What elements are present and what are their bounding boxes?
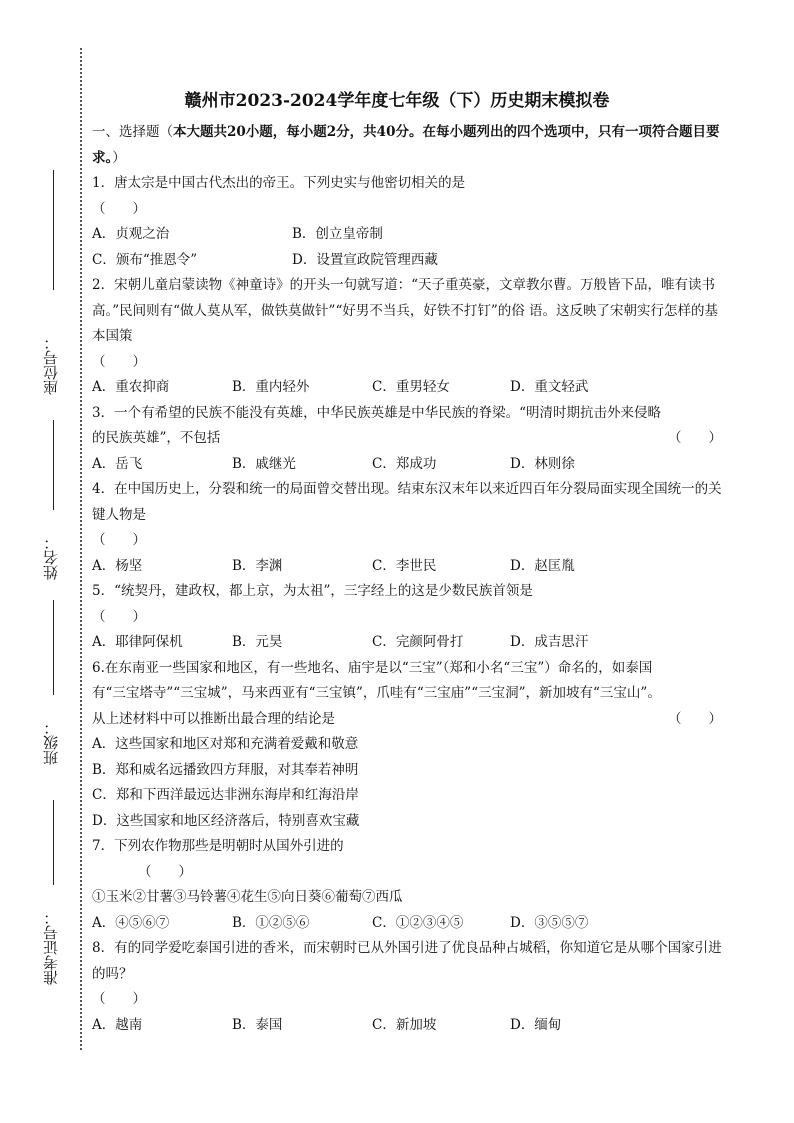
options-row: [92, 222, 722, 248]
option-d[interactable]: D．设置宣政院管理西藏: [292, 251, 438, 268]
options-row: [92, 630, 722, 656]
option-a[interactable]: A．贞观之治: [92, 226, 170, 242]
answer-paren[interactable]: （ ）: [668, 430, 722, 446]
class-label: 班级：: [42, 720, 60, 765]
section-heading: [92, 120, 722, 171]
answer-paren[interactable]: （ ）: [92, 353, 146, 370]
question-stem: 5．“统契丹，建政权，都上京，为太祖”，三字经上的这是少数民族首领是: [92, 583, 533, 599]
option-b[interactable]: B．郑和威名远播致四方拜服，对其奉若神明: [92, 761, 359, 778]
option-c[interactable]: C．颁布“推恩令”: [92, 251, 198, 268]
option-b[interactable]: B．①②⑤⑥: [232, 914, 310, 931]
section-prefix: 一、选择题（: [92, 124, 173, 140]
option-b[interactable]: B．重内轻外: [232, 379, 310, 395]
options-row: [92, 248, 722, 274]
section-suffix: ）: [112, 149, 126, 166]
question-4: [92, 477, 722, 579]
question-6: [92, 656, 722, 835]
exam-id-label: 准考证号：: [42, 910, 60, 985]
exam-id-blank[interactable]: [53, 800, 54, 885]
options-row: [92, 911, 722, 937]
question-2: [92, 273, 722, 401]
option-c[interactable]: C．郑和下西洋最远达非洲东海岸和红海沿岸: [92, 787, 359, 803]
exam-content: [92, 120, 722, 1038]
exam-title: 赣州市2023-2024学年度七年级（下）历史期末模拟卷: [184, 91, 610, 111]
answer-paren[interactable]: （ ）: [92, 532, 146, 548]
seat-number-blank[interactable]: [53, 170, 54, 290]
option-a[interactable]: A．④⑤⑥⑦: [92, 914, 170, 931]
answer-paren[interactable]: （ ）: [92, 200, 146, 217]
name-label: 姓名：: [42, 535, 60, 580]
question-8: [92, 936, 722, 1038]
option-d[interactable]: D．成吉思汗: [510, 634, 589, 650]
question-3: [92, 401, 722, 478]
option-b[interactable]: B．创立皇帝制: [292, 226, 383, 242]
options-row: [92, 1013, 722, 1039]
option-c[interactable]: C．新加坡: [372, 1016, 437, 1033]
question-text: 3．一个有希望的民族不能没有英雄，中华民族英雄是中华民族的脊梁。“明清时期抗击外来侵略的民族英雄”，不包括: [92, 404, 661, 446]
option-c[interactable]: C．①②③④⑤: [372, 914, 464, 931]
question-stem: [92, 656, 722, 733]
crop-list: ①玉米②甘薯③马铃薯④花生⑤向日葵⑥葡萄⑦西瓜: [92, 889, 403, 905]
option-d[interactable]: D．缅甸: [510, 1016, 562, 1033]
options-row: [92, 554, 722, 580]
option-b[interactable]: B．戚继光: [232, 455, 296, 472]
answer-paren[interactable]: （ ）: [92, 991, 146, 1007]
option-a[interactable]: A．耶律阿保机: [92, 634, 183, 650]
option-b[interactable]: B．泰国: [232, 1016, 283, 1033]
question-1: [92, 171, 722, 273]
option-d[interactable]: D．林则徐: [510, 455, 575, 472]
option-d[interactable]: D．这些国家和地区经济落后，特别喜欢宝藏: [92, 812, 360, 829]
option-c[interactable]: C．郑成功: [372, 455, 437, 472]
answer-paren[interactable]: （ ）: [92, 608, 146, 625]
option-a[interactable]: A．这些国家和地区对郑和充满着爱戴和敬意: [92, 736, 359, 752]
question-stem: 7．下列农作物那些是明朝时从国外引进的: [92, 838, 344, 854]
question-stem: 8．有的同学爱吃泰国引进的香米，而宋朝时已从外国引进了优良品种占城稻，你知道它是从哪个国家引进的吗？: [92, 940, 722, 982]
binding-dotted-line: [80, 48, 82, 1050]
option-d[interactable]: D．赵匡胤: [510, 557, 575, 574]
options-row: [92, 375, 722, 401]
question-text: 6.在东南亚一些国家和地区，有一些地名、庙宇是以“三宝”（郑和小名“三宝”）命名的，如泰国有“三宝塔寺”“三宝城”，马来西亚有“三宝镇”，爪哇有“三宝庙”“三宝洞”，新加坡有“三宝山”。从上述材料中可以推断出最合理的结论是: [92, 659, 661, 727]
seat-number-field: [26, 170, 66, 410]
option-c[interactable]: C．李世民: [372, 557, 437, 574]
class-blank[interactable]: [53, 600, 54, 695]
option-b[interactable]: B．元昊: [232, 634, 283, 650]
question-5: [92, 579, 722, 656]
question-7: [92, 834, 722, 936]
options-row: [92, 452, 722, 478]
section-instructions: 本大题共20小题，每小题2分，共40分。在每小题列出的四个选项中，只有一项符合题目要求。: [92, 124, 720, 166]
question-stem: 2．宋朝儿童启蒙读物《神童诗》的开头一句就写道：“天子重英豪，文章教尔曹。万般皆下品，唯有读书高。”民间则有“做人莫从军，做铁莫做针”“好男不当兵，好铁不打钉”的俗 语。这反映了宋朝实行怎样的基本国策: [92, 277, 719, 344]
seat-number-label: 座位号：: [42, 335, 60, 395]
question-stem: 4．在中国历史上，分裂和统一的局面曾交替出现。结束东汉末年以来近四百年分裂局面实现全国统一的关键人物是: [92, 481, 722, 523]
option-c[interactable]: C．完颜阿骨打: [372, 634, 464, 650]
option-a[interactable]: A．岳飞: [92, 455, 143, 472]
option-a[interactable]: A．杨坚: [92, 557, 143, 574]
name-blank[interactable]: [53, 420, 54, 510]
exam-id-field: [26, 800, 66, 1000]
option-b[interactable]: B．李渊: [232, 557, 283, 574]
option-a[interactable]: A．越南: [92, 1016, 143, 1033]
question-stem: 1．唐太宗是中国古代杰出的帝王。下列史实与他密切相关的是: [92, 175, 466, 191]
option-c[interactable]: C．重男轻女: [372, 379, 450, 395]
option-a[interactable]: A．重农抑商: [92, 379, 170, 395]
option-d[interactable]: D．重文轻武: [510, 379, 589, 395]
answer-paren[interactable]: （ ）: [668, 710, 722, 727]
answer-paren[interactable]: （ ）: [138, 863, 192, 880]
class-field: [26, 600, 66, 780]
name-field: [26, 420, 66, 600]
question-stem: [92, 401, 722, 452]
option-d[interactable]: D．③⑤⑤⑦: [510, 914, 589, 931]
